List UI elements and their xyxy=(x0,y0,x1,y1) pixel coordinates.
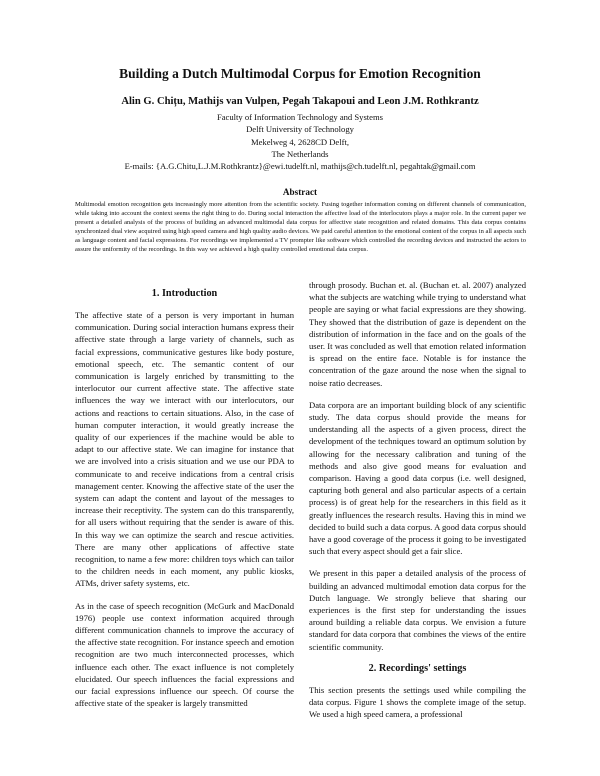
affiliation-emails: E-mails: {A.G.Chitu,L.J.M.Rothkrantz}@ewi.tudelft.nl, mathijs@ch.tudelft.nl, pegahtak@gmail.com xyxy=(124,161,476,172)
body-paragraph: This section presents the settings used while compiling the data corpus. Figure 1 shows the complete image of the setup. We used a high speed camera, a professional xyxy=(309,684,526,720)
section-heading-recordings-settings: 2. Recordings' settings xyxy=(368,662,467,674)
abstract-heading: Abstract xyxy=(282,187,318,197)
affiliation-university: Delft University of Technology xyxy=(246,124,354,135)
body-paragraph: Data corpora are an important building block of any scientific study. The data corpus should provide the means for understanding all the aspects of a given process, direct the development of the techniques toward an optimum solution by allowing for the necessary calibration and tuning of the methods and also give good means for evaluation and comparison. Having a good data corpus (i.e. well designed, capturing both general and also particular aspects of a certain process) is of great help for the researchers in this field as it greatly influences the research results. Having this in mind we decided to build such a data corpus. A good data corpus should have a good coverage of the process it going to be investigated such that every aspect should get a fair slice. xyxy=(309,399,526,557)
body-paragraph: We present in this paper a detailed analysis of the process of building an advanced multimodal emotion data corpus for the Dutch language. We strongly believe that sharing our experiences is the first step for understanding the issues around building a reliable data corpus. We envision a future standard for data corpora that combines the views of the entire scientific community. xyxy=(309,568,526,652)
affiliation-faculty: Faculty of Information Technology and Systems xyxy=(216,112,384,122)
body-paragraph: The affective state of a person is very important in human communication. During social interaction humans express their affective state through a large variety of channels, such as facial expressions, communicative gestures like body posture, emotional speech, etc. The semantic content of our communication is largely enriched by transmitting to the interlocutor our current affective state. The affective state influences the way we interact with our interlocutors, our actions and reactions to certain situations. Also, in the case of human computer interaction, it would greatly increase the quality of our experiences if the machine would be able to adapt to our affective state. We can imagine for instance that we are involved into a crisis situation and we use our PDA to communicate to and receive indications from a central crisis management center. Knowing the affective state of the user the system can adapt the content and layout of the messages to increase their receptivity. The system can do this transparently, for all users without requiring that the sender is aware of this. In this way we can optimize the search and rescue activities. There are many other applications of affective state recognition, to name a few more: children toys which can tailor to the children needs in each moment, any public kiosks, ATMs, driver safety systems, etc. xyxy=(75,310,294,589)
affiliation-country: The Netherlands xyxy=(271,148,329,159)
body-paragraph: through prosody. Buchan et. al. (Buchan et. al. 2007) analyzed what the subjects are watching while trying to understand what people are saying or what facial expressions are they showing. They showed that the distribution of gaze is dependent on the distribution of information in the face and on the goals of the user. It was concluded as well that emotion related information is spread on the entire face. Notable is for instance the concentration of the gaze around the nose when the signal to noise ratio decreases. xyxy=(309,280,526,388)
right-column xyxy=(309,279,526,731)
affiliation-block xyxy=(0,111,600,172)
left-column xyxy=(75,288,294,720)
affiliation-street: Mekelweg 4, 2628CD Delft, xyxy=(250,136,350,147)
body-paragraph: As in the case of speech recognition (McGurk and MacDonald 1976) people use context information acquired through different communication channels to improve the accuracy of the affective state recognition. For instance speech and emotion recognition are two much interconnected processes, which influence each other. The exact influence is not completely elucidated. Our speech influences the facial expressions and our facial expressions influence our speech. Of course the affective state of the speaker is largely transmitted xyxy=(75,600,294,709)
abstract-text: Multimodal emotion recognition gets increasingly more attention from the scientific society. Fusing together information coming on different channels of communication, while taking into account the context seems the right thing to do. During social interaction the affective load of the interlocutors plays a major role. In the current paper we present a detailed analysis of the process of building an advanced multimodal data corpus for affective state recognition and related domains. This data corpus contains synchronized dual view acquired using high speed camera and high quality audio devices. We paid careful attention to the emotional content of the corpus in all aspects such as language content and facial expressions. For recordings we implemented a TV prompter like software which controlled the recording devices and instructed the actors to assure the uniformity of the recordings. In this way we achieved a high quality controlled emotional data corpus. xyxy=(75,201,526,253)
paper-title: Building a Dutch Multimodal Corpus for Emotion Recognition xyxy=(119,66,481,81)
author-list: Alin G. Chițu, Mathijs van Vulpen, Pegah Takapoui and Leon J.M. Rothkrantz xyxy=(121,96,479,107)
section-heading-introduction: 1. Introduction xyxy=(151,288,218,299)
